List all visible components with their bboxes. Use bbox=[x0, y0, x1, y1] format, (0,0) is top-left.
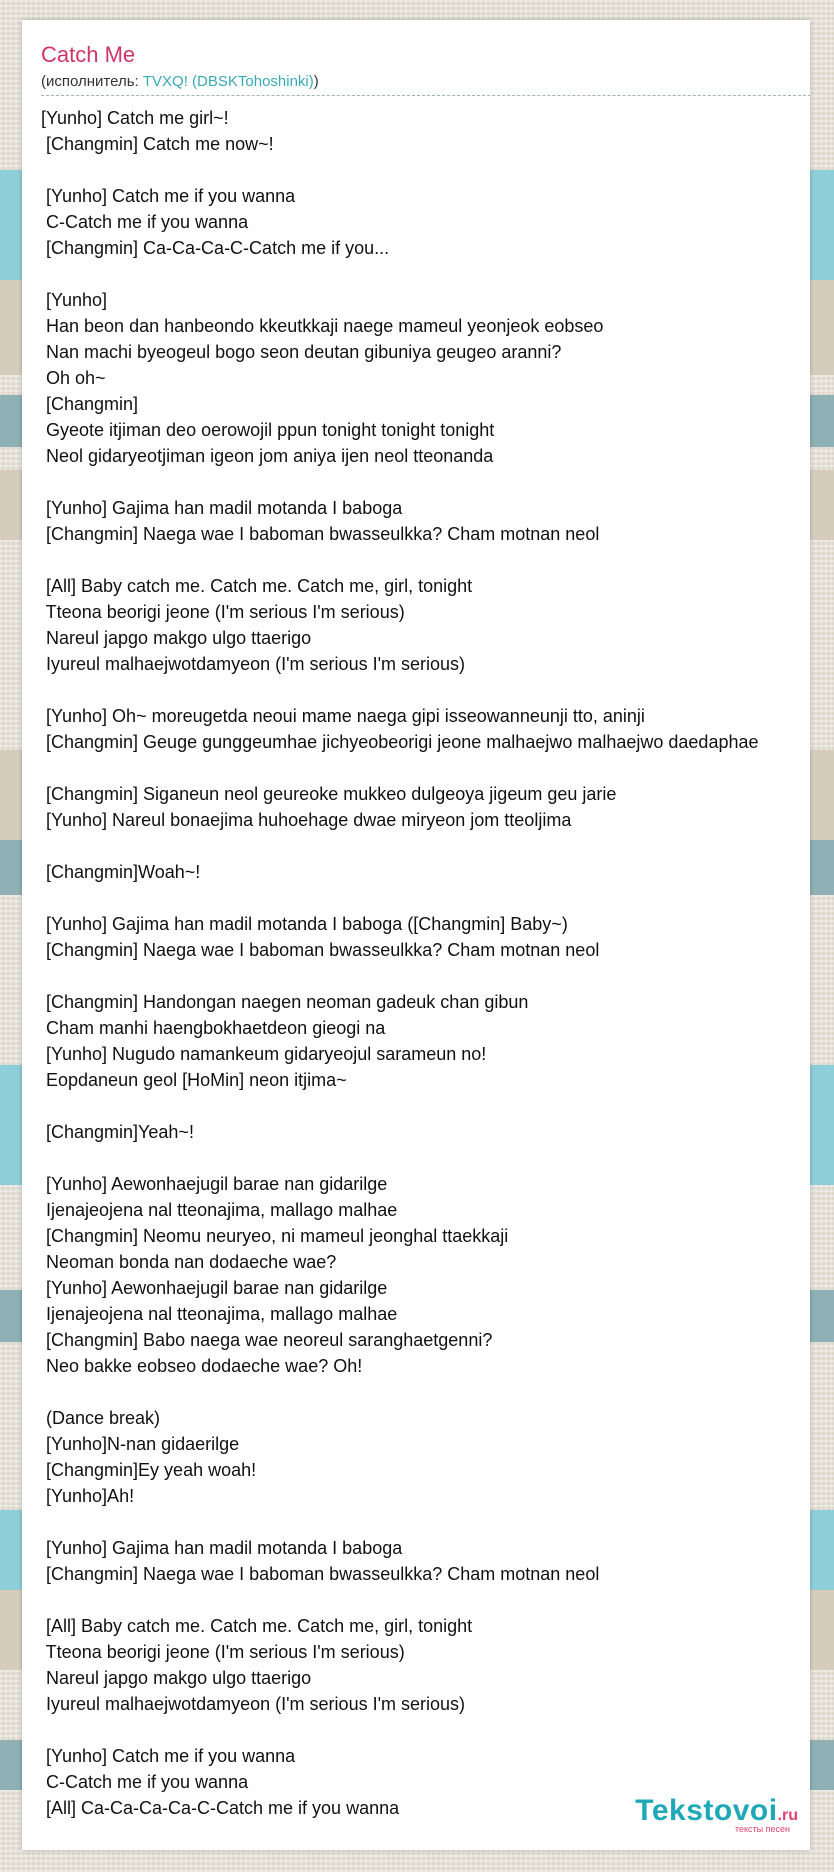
lyric-line: [Changmin] Babo naega wae neoreul saranghaetgenni? bbox=[41, 1330, 493, 1350]
logo-tld: .ru bbox=[777, 1807, 798, 1824]
lyric-line bbox=[41, 1717, 810, 1743]
lyric-line: Ijenajeojena nal tteonajima, mallago malhae bbox=[41, 1304, 398, 1324]
lyric-line: [All] Baby catch me. Catch me. Catch me, girl, tonight bbox=[41, 576, 473, 596]
lyric-line bbox=[41, 1145, 810, 1171]
lyric-line: [Yunho]N-nan gidaerilge bbox=[41, 1434, 240, 1454]
lyric-line: [Yunho] Gajima han madil motanda I baboga ([Changmin] Baby~) bbox=[41, 914, 568, 934]
artist-line bbox=[41, 73, 810, 96]
logo-wordmark: Tekstovoi bbox=[635, 1794, 778, 1827]
lyric-line: [Yunho] Nugudo namankeum gidaryeojul sarameun no! bbox=[41, 1044, 487, 1064]
lyric-line bbox=[41, 157, 810, 183]
lyric-line bbox=[41, 1379, 810, 1405]
lyrics-card bbox=[22, 20, 810, 1850]
lyrics-text bbox=[41, 105, 810, 1821]
lyric-line bbox=[41, 755, 810, 781]
artist-suffix: ) bbox=[313, 73, 319, 90]
lyric-line: C-Catch me if you wanna bbox=[41, 1772, 249, 1792]
lyric-line: Tteona beorigi jeone (I'm serious I'm serious) bbox=[41, 1642, 405, 1662]
lyric-line: [Changmin] Naega wae I baboman bwasseulkka? Cham motnan neol bbox=[41, 940, 600, 960]
lyric-line bbox=[41, 677, 810, 703]
lyric-line: [Changmin] Handongan naegen neoman gadeuk chan gibun bbox=[41, 992, 529, 1012]
lyric-line bbox=[41, 547, 810, 573]
lyric-line: Neol gidaryeotjiman igeon jom aniya ijen neol tteonanda bbox=[41, 446, 494, 466]
song-title: Catch Me bbox=[41, 42, 136, 67]
lyric-line bbox=[41, 469, 810, 495]
lyric-line: [Yunho] Aewonhaejugil barae nan gidarilge bbox=[41, 1278, 388, 1298]
lyric-line bbox=[41, 261, 810, 287]
lyric-line: Ijenajeojena nal tteonajima, mallago malhae bbox=[41, 1200, 398, 1220]
lyric-line: [Yunho] Catch me if you wanna bbox=[41, 1746, 296, 1766]
lyric-line: [Yunho] Oh~ moreugetda neoui mame naega gipi isseowanneunji tto, aninji bbox=[41, 706, 645, 726]
lyric-line: [Changmin] Naega wae I baboman bwasseulkka? Cham motnan neol bbox=[41, 1564, 600, 1584]
lyric-line: Cham manhi haengbokhaetdeon gieogi na bbox=[41, 1018, 386, 1038]
lyric-line: [Changmin] bbox=[41, 394, 139, 414]
lyric-line: [Changmin] Ca-Ca-Ca-C-Catch me if you... bbox=[41, 238, 390, 258]
lyric-line: [Changmin] Geuge gunggeumhae jichyeobeorigi jeone malhaejwo malhaejwo daedaphae bbox=[41, 732, 759, 752]
lyric-line: Iyureul malhaejwotdamyeon (I'm serious I'm serious) bbox=[41, 654, 466, 674]
lyric-line: [All] Baby catch me. Catch me. Catch me, girl, tonight bbox=[41, 1616, 473, 1636]
lyric-line bbox=[41, 833, 810, 859]
lyric-line: Iyureul malhaejwotdamyeon (I'm serious I'm serious) bbox=[41, 1694, 466, 1714]
lyric-line: [Yunho]Ah! bbox=[41, 1486, 135, 1506]
lyric-line bbox=[41, 1509, 810, 1535]
lyric-line: Nareul japgo makgo ulgo ttaerigo bbox=[41, 1668, 312, 1688]
lyric-line: Tteona beorigi jeone (I'm serious I'm serious) bbox=[41, 602, 405, 622]
lyric-line: [Changmin]Woah~! bbox=[41, 862, 201, 882]
lyric-line: [Yunho] Catch me if you wanna bbox=[41, 186, 296, 206]
lyric-line bbox=[41, 1093, 810, 1119]
lyric-line bbox=[41, 963, 810, 989]
lyric-line: [Changmin] Catch me now~! bbox=[41, 134, 274, 154]
logo-tagline: тексты песен bbox=[734, 1824, 790, 1834]
lyric-line: Oh oh~ bbox=[41, 368, 106, 388]
lyric-line: [Yunho] Gajima han madil motanda I baboga bbox=[41, 498, 403, 518]
lyric-line: [Changmin] Siganeun neol geureoke mukkeo dulgeoya jigeum geu jarie bbox=[41, 784, 617, 804]
site-logo[interactable] bbox=[635, 1794, 798, 1834]
lyric-line: (Dance break) bbox=[41, 1408, 161, 1428]
lyric-line: [Yunho] Aewonhaejugil barae nan gidarilge bbox=[41, 1174, 388, 1194]
lyric-line: [Yunho] Nareul bonaejima huhoehage dwae miryeon jom tteoljima bbox=[41, 810, 572, 830]
lyric-line: Gyeote itjiman deo oerowojil ppun tonight tonight tonight bbox=[41, 420, 495, 440]
lyric-line: Han beon dan hanbeondo kkeutkkaji naege mameul yeonjeok eobseo bbox=[41, 316, 604, 336]
lyric-line bbox=[41, 1587, 810, 1613]
lyric-line: C-Catch me if you wanna bbox=[41, 212, 249, 232]
artist-prefix: (исполнитель: bbox=[41, 73, 143, 90]
lyric-line: [All] Ca-Ca-Ca-Ca-C-Catch me if you wanna bbox=[41, 1798, 400, 1818]
lyric-line: [Yunho] Gajima han madil motanda I baboga bbox=[41, 1538, 403, 1558]
lyric-line: [Changmin] Neomu neuryeo, ni mameul jeonghal ttaekkaji bbox=[41, 1226, 509, 1246]
lyric-line bbox=[41, 885, 810, 911]
artist-link[interactable]: TVXQ! (DBSKTohoshinki) bbox=[142, 73, 314, 90]
lyric-line: [Changmin] Naega wae I baboman bwasseulkka? Cham motnan neol bbox=[41, 524, 600, 544]
lyric-line: [Changmin]Ey yeah woah! bbox=[41, 1460, 257, 1480]
lyric-line: Neoman bonda nan dodaeche wae? bbox=[41, 1252, 337, 1272]
lyric-line: Nareul japgo makgo ulgo ttaerigo bbox=[41, 628, 312, 648]
lyric-line: [Changmin]Yeah~! bbox=[41, 1122, 194, 1142]
lyric-line: Neo bakke eobseo dodaeche wae? Oh! bbox=[41, 1356, 363, 1376]
lyric-line: [Yunho] Catch me girl~! bbox=[41, 108, 229, 128]
lyric-line: Eopdaneun geol [HoMin] neon itjima~ bbox=[41, 1070, 347, 1090]
lyric-line: [Yunho] bbox=[41, 290, 108, 310]
lyric-line: Nan machi byeogeul bogo seon deutan gibuniya geugeo aranni? bbox=[41, 342, 562, 362]
